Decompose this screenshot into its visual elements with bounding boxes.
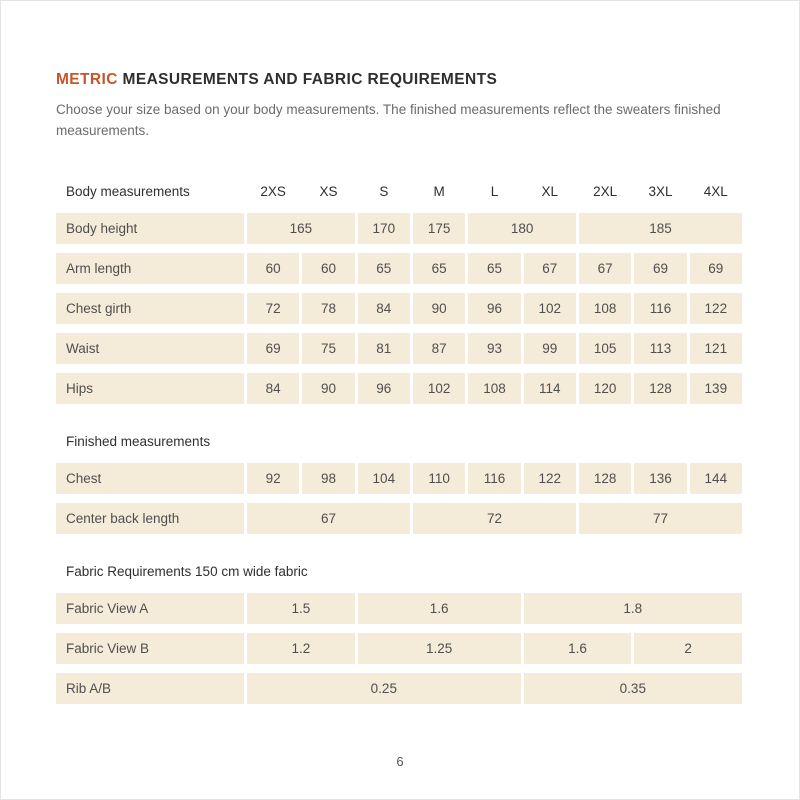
- measurement-cell: 65: [468, 253, 520, 284]
- table-row: [56, 253, 742, 284]
- finished-measurements-header-row: [56, 422, 742, 454]
- row-label: Waist: [56, 333, 244, 364]
- measurement-cell: 1.6: [524, 633, 632, 664]
- row-label: Hips: [56, 373, 244, 404]
- fabric-requirements-table: [53, 543, 745, 713]
- measurement-cell: 69: [247, 333, 299, 364]
- measurement-cell: 81: [358, 333, 410, 364]
- measurement-cell: 72: [247, 293, 299, 324]
- row-label: Arm length: [56, 253, 244, 284]
- measurement-cell: 67: [524, 253, 576, 284]
- size-column-header: 3XL: [648, 183, 673, 199]
- measurement-cell: 0.25: [247, 673, 521, 704]
- measurement-cell: 104: [358, 463, 410, 494]
- measurement-cell: 87: [413, 333, 465, 364]
- table-row: [56, 333, 742, 364]
- measurement-cell: 0.35: [524, 673, 742, 704]
- measurement-cell: 113: [634, 333, 686, 364]
- measurement-cell: 98: [302, 463, 354, 494]
- measurement-cell: 96: [468, 293, 520, 324]
- measurement-cell: 96: [358, 373, 410, 404]
- table-row: [56, 213, 742, 244]
- measurement-cell: 67: [247, 503, 410, 534]
- measurement-cell: 1.2: [247, 633, 355, 664]
- page-number: 6: [396, 754, 404, 769]
- measurement-cell: 165: [247, 213, 355, 244]
- measurement-cell: 60: [247, 253, 299, 284]
- measurement-cell: 122: [690, 293, 742, 324]
- measurement-cell: 139: [690, 373, 742, 404]
- row-label: Fabric View B: [56, 633, 244, 664]
- measurement-cell: 65: [413, 253, 465, 284]
- measurement-cell: 93: [468, 333, 520, 364]
- measurement-cell: 108: [579, 293, 631, 324]
- measurement-cell: 69: [634, 253, 686, 284]
- table-row: [56, 463, 742, 494]
- measurement-cell: 90: [413, 293, 465, 324]
- row-label: Body height: [56, 213, 244, 244]
- size-column-header: 2XS: [260, 183, 286, 199]
- measurement-cell: 116: [634, 293, 686, 324]
- measurement-cell: 110: [413, 463, 465, 494]
- measurement-cell: 120: [579, 373, 631, 404]
- measurement-cell: 1.6: [358, 593, 521, 624]
- measurement-cell: 99: [524, 333, 576, 364]
- table-row: [56, 593, 742, 624]
- measurement-cell: 128: [634, 373, 686, 404]
- measurement-cell: 114: [524, 373, 576, 404]
- measurement-cell: 102: [413, 373, 465, 404]
- section-header: Fabric Requirements 150 cm wide fabric: [66, 563, 308, 579]
- measurement-cell: 65: [358, 253, 410, 284]
- table-row: [56, 503, 742, 534]
- measurement-cell: 78: [302, 293, 354, 324]
- measurement-cell: 122: [524, 463, 576, 494]
- fabric-requirements-header-row: [56, 552, 742, 584]
- title-accent-metric: METRIC: [56, 71, 118, 88]
- row-label: Chest girth: [56, 293, 244, 324]
- title-rest: MEASUREMENTS AND FABRIC REQUIREMENTS: [122, 71, 498, 88]
- measurement-cell: 60: [302, 253, 354, 284]
- table-row: [56, 633, 742, 664]
- measurement-cell: 105: [579, 333, 631, 364]
- size-column-header: S: [379, 183, 389, 199]
- measurement-cell: 92: [247, 463, 299, 494]
- measurement-cell: 75: [302, 333, 354, 364]
- page-title: [56, 71, 744, 89]
- row-label: Rib A/B: [56, 673, 244, 704]
- measurement-cell: 84: [247, 373, 299, 404]
- row-label: Center back length: [56, 503, 244, 534]
- measurement-cell: 1.8: [524, 593, 742, 624]
- measurement-cell: 90: [302, 373, 354, 404]
- measurement-cell: 77: [579, 503, 742, 534]
- size-column-header: M: [433, 183, 445, 199]
- measurement-cell: 67: [579, 253, 631, 284]
- table-row: [56, 673, 742, 704]
- measurement-cell: 1.5: [247, 593, 355, 624]
- measurement-cell: 136: [634, 463, 686, 494]
- row-label: Chest: [56, 463, 244, 494]
- measurement-cell: 180: [468, 213, 576, 244]
- size-column-header: XL: [541, 183, 559, 199]
- finished-measurements-table: [53, 413, 745, 543]
- size-column-header: L: [490, 183, 499, 199]
- tables-container: [56, 170, 744, 713]
- measurement-cell: 170: [358, 213, 410, 244]
- measurement-cell: 116: [468, 463, 520, 494]
- size-column-header: 4XL: [703, 183, 728, 199]
- measurement-cell: 144: [690, 463, 742, 494]
- section-header: Finished measurements: [66, 433, 211, 449]
- measurement-cell: 128: [579, 463, 631, 494]
- table-row: [56, 373, 742, 404]
- measurement-cell: 185: [579, 213, 742, 244]
- measurement-cell: 69: [690, 253, 742, 284]
- row-label: Fabric View A: [56, 593, 244, 624]
- measurement-cell: 2: [634, 633, 742, 664]
- body-measurements-table: [53, 170, 745, 413]
- column-header-label: Body measurements: [66, 183, 190, 199]
- size-column-header: XS: [319, 183, 338, 199]
- size-column-header: 2XL: [593, 183, 618, 199]
- measurement-cell: 84: [358, 293, 410, 324]
- body-measurements-header-row: [56, 179, 742, 204]
- measurement-cell: 72: [413, 503, 576, 534]
- measurement-cell: 108: [468, 373, 520, 404]
- measurement-cell: 1.25: [358, 633, 521, 664]
- measurement-cell: 121: [690, 333, 742, 364]
- intro-text: Choose your size based on your body measurements. The finished measurements reflect the sweaters finished measurements.: [56, 102, 721, 138]
- measurement-cell: 102: [524, 293, 576, 324]
- measurement-cell: 175: [413, 213, 465, 244]
- table-row: [56, 293, 742, 324]
